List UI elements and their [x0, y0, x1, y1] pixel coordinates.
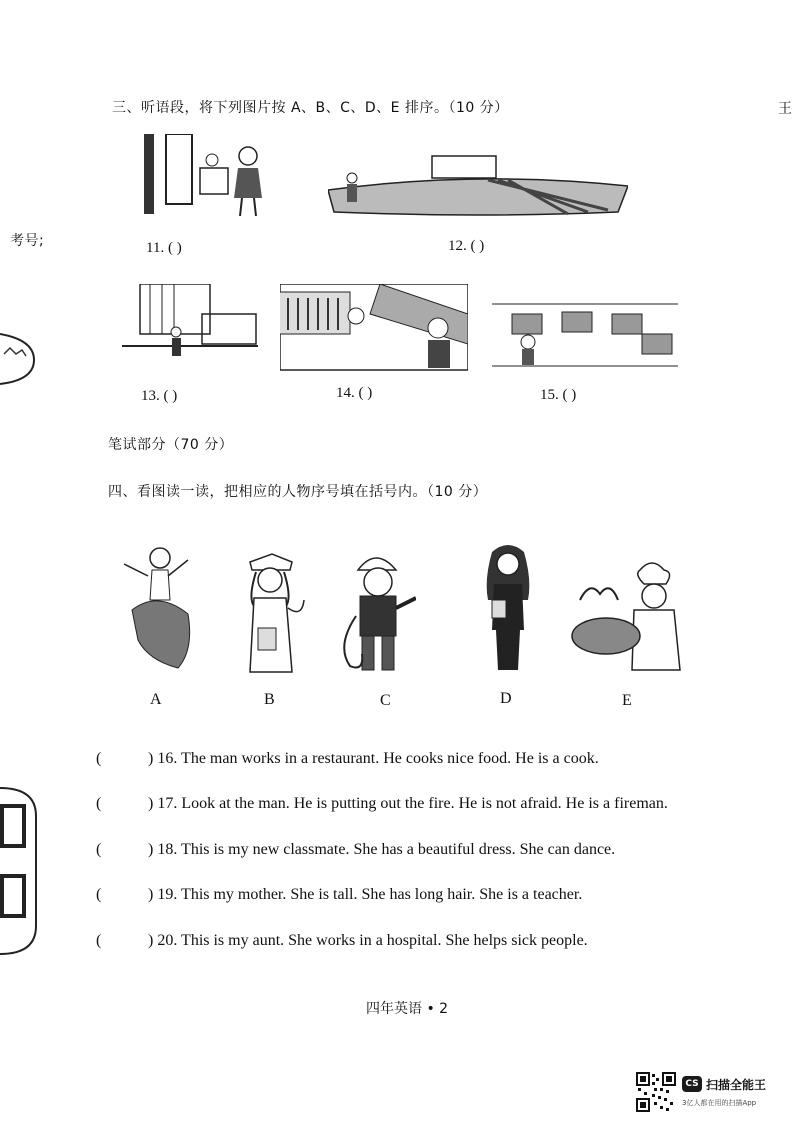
ballerina-icon: [118, 540, 196, 676]
section3-heading: 三、听语段，将下列图片按 A、B、C、D、E 排序。（10 分）: [112, 100, 509, 116]
listening-picture-11: [142, 134, 272, 216]
camscanner-tagline: 3亿人都在用的扫描App: [682, 1099, 757, 1107]
written-part-heading: 笔试部分（70 分）: [108, 437, 234, 453]
cook-icon: [570, 560, 688, 676]
qr-code-icon: [636, 1072, 676, 1112]
item-15-label: 15. ( ): [540, 387, 577, 403]
question-19-text: ) 19. This my mother. She is tall. She has long hair. She is a teacher.: [148, 886, 583, 903]
right-margin-char: 王: [778, 101, 793, 117]
page-number-label: 四年英语 • 2: [366, 1001, 449, 1017]
question-17: [96, 795, 668, 813]
question-20: [96, 932, 588, 950]
question-20-text: ) 20. This is my aunt. She works in a hospital. She helps sick people.: [148, 932, 588, 949]
margin-seal-graphic: [0, 786, 40, 956]
listening-picture-13: [122, 284, 258, 370]
question-18: [96, 841, 615, 859]
section4-heading: 四、看图读一读，把相应的人物序号填在括号内。（10 分）: [108, 484, 488, 500]
figure-letter-b: B: [264, 691, 275, 708]
margin-stamp-graphic: [0, 330, 36, 388]
question-16: [96, 750, 599, 768]
answer-blank-16[interactable]: (: [96, 750, 102, 767]
answer-blank-19[interactable]: (: [96, 886, 102, 903]
camscanner-brand: 扫描全能王: [706, 1078, 767, 1092]
figure-letter-d: D: [500, 690, 512, 707]
listening-picture-14: [280, 284, 468, 372]
answer-blank-20[interactable]: (: [96, 932, 102, 949]
question-19: [96, 886, 582, 904]
item-12-label: 12. ( ): [448, 238, 485, 254]
exam-number-label: 考号;: [10, 233, 45, 249]
question-16-text: ) 16. The man works in a restaurant. He cooks nice food. He is a cook.: [148, 750, 599, 767]
figure-letter-a: A: [150, 691, 162, 708]
item-14-label: 14. ( ): [336, 385, 373, 401]
question-17-text: ) 17. Look at the man. He is putting out the fire. He is not afraid. He is a fireman.: [148, 795, 668, 812]
fireman-icon: [336, 546, 416, 676]
question-18-text: ) 18. This is my new classmate. She has a beautiful dress. She can dance.: [148, 841, 616, 858]
item-13-label: 13. ( ): [141, 388, 178, 404]
answer-blank-18[interactable]: (: [96, 841, 102, 858]
figure-letter-e: E: [622, 692, 632, 709]
nurse-icon: [232, 548, 310, 676]
listening-picture-15: [492, 294, 678, 368]
teacher-icon: [472, 540, 542, 676]
item-11-label: 11. ( ): [146, 240, 182, 256]
camscanner-logo-badge: CS: [682, 1076, 702, 1092]
answer-blank-17[interactable]: (: [96, 795, 102, 812]
figure-letter-c: C: [380, 692, 391, 709]
listening-picture-12: [328, 150, 628, 220]
